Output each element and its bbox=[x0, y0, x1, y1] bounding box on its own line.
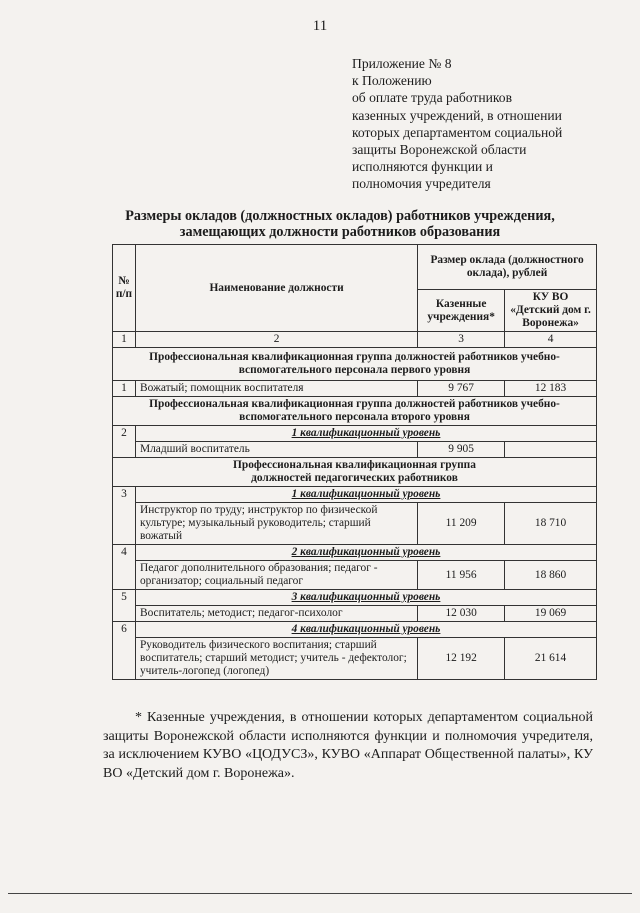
column-number-row bbox=[113, 332, 597, 348]
appendix-header bbox=[352, 55, 612, 193]
row-num: 6 bbox=[113, 622, 136, 680]
appendix-line: об оплате труда работников bbox=[352, 90, 513, 106]
level-row bbox=[113, 487, 597, 503]
level-row bbox=[113, 590, 597, 606]
appendix-line: полномочия учредителя bbox=[352, 176, 491, 192]
table-row bbox=[113, 606, 597, 622]
footnote bbox=[103, 709, 593, 783]
state-salary: 11 209 bbox=[418, 503, 505, 545]
table-row bbox=[113, 442, 597, 458]
table-header-row bbox=[113, 245, 597, 290]
appendix-line: исполняются функции и bbox=[352, 159, 493, 175]
position-name: Руководитель физического воспитания; старший воспитатель; старший методист; учитель - дефектолог; учитель-логопед (логопед) bbox=[135, 638, 417, 680]
group-heading: Профессиональная квалификационная группа должностей работников учебно-вспомогательного персонала второго уровня bbox=[113, 397, 597, 426]
level-row bbox=[113, 622, 597, 638]
row-num: 5 bbox=[113, 590, 136, 622]
row-num: 4 bbox=[113, 545, 136, 590]
group-heading: Профессиональная квалификационная группа должностей работников учебно-вспомогательного персонала первого уровня bbox=[113, 348, 597, 381]
level-row bbox=[113, 426, 597, 442]
header-num: № п/п bbox=[113, 245, 136, 332]
row-num: 2 bbox=[113, 426, 136, 458]
state-salary: 9 905 bbox=[418, 442, 505, 458]
table-row bbox=[113, 503, 597, 545]
state-salary: 12 030 bbox=[418, 606, 505, 622]
position-name: Младший воспитатель bbox=[135, 442, 417, 458]
column-number: 4 bbox=[505, 332, 597, 348]
qualification-level: 4 квалификационный уровень bbox=[135, 622, 596, 638]
header-salary: Размер оклада (должностного оклада), рублей bbox=[418, 245, 597, 290]
title-line: замещающих должности работников образования bbox=[179, 224, 501, 240]
position-name: Воспитатель; методист; педагог-психолог bbox=[135, 606, 417, 622]
orphanage-salary: 18 860 bbox=[505, 561, 597, 590]
appendix-line: защиты Воронежской области bbox=[352, 142, 527, 158]
salary-table bbox=[112, 244, 597, 680]
position-name: Инструктор по труду; инструктор по физической культуре; музыкальный руководитель; старший вожатый bbox=[135, 503, 417, 545]
header-state-institutions: Казенные учреждения* bbox=[418, 290, 505, 332]
group-row bbox=[113, 458, 597, 487]
page-number: 11 bbox=[312, 18, 328, 34]
state-salary: 11 956 bbox=[418, 561, 505, 590]
table-row bbox=[113, 381, 597, 397]
footnote-text: * Казенные учреждения, в отношении которых департаментом социальной защиты Воронежской области исполняются функции и полномочия учредителя, за исключением КУВО «ЦОДУСЗ», КУВО «Аппарат Общественной палаты», КУ ВО «Детский дом г. Воронежа». bbox=[103, 710, 593, 781]
title-line: Размеры окладов (должностных окладов) работников учреждения, bbox=[125, 208, 555, 224]
appendix-line: которых департаментом социальной bbox=[352, 124, 563, 140]
group-row bbox=[113, 397, 597, 426]
orphanage-salary: 12 183 bbox=[505, 381, 597, 397]
column-number: 3 bbox=[418, 332, 505, 348]
qualification-level: 1 квалификационный уровень bbox=[135, 426, 596, 442]
position-name: Педагог дополнительного образования; педагог - организатор; социальный педагог bbox=[135, 561, 417, 590]
orphanage-salary: 21 614 bbox=[505, 638, 597, 680]
column-number: 1 bbox=[113, 332, 136, 348]
position-name: Вожатый; помощник воспитателя bbox=[135, 381, 417, 397]
state-salary: 12 192 bbox=[418, 638, 505, 680]
orphanage-salary: 19 069 bbox=[505, 606, 597, 622]
bottom-divider bbox=[8, 893, 632, 894]
row-num: 1 bbox=[113, 381, 136, 397]
header-position: Наименование должности bbox=[135, 245, 417, 332]
column-number: 2 bbox=[135, 332, 417, 348]
qualification-level: 1 квалификационный уровень bbox=[135, 487, 596, 503]
document-title bbox=[90, 208, 590, 240]
table-row bbox=[113, 638, 597, 680]
appendix-line: к Положению bbox=[352, 73, 432, 89]
orphanage-salary bbox=[505, 442, 597, 458]
appendix-line: казенных учреждений, в отношении bbox=[352, 107, 562, 123]
table-row bbox=[113, 561, 597, 590]
qualification-level: 2 квалификационный уровень bbox=[135, 545, 596, 561]
state-salary: 9 767 bbox=[418, 381, 505, 397]
row-num: 3 bbox=[113, 487, 136, 545]
header-orphanage: КУ ВО «Детский дом г. Воронежа» bbox=[505, 290, 597, 332]
orphanage-salary: 18 710 bbox=[505, 503, 597, 545]
group-heading: Профессиональная квалификационная группа должностей педагогических работников bbox=[113, 458, 597, 487]
level-row bbox=[113, 545, 597, 561]
appendix-line: Приложение № 8 bbox=[352, 56, 452, 71]
group-row bbox=[113, 348, 597, 381]
qualification-level: 3 квалификационный уровень bbox=[135, 590, 596, 606]
